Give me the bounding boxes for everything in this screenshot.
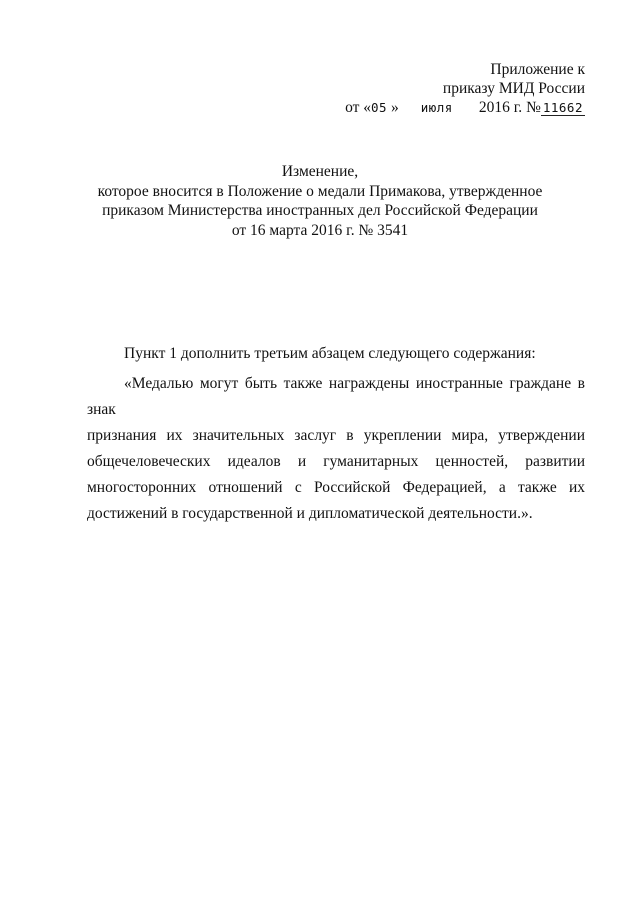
quote-line-3: общечеловеческих идеалов и гуманитарных ценностей, развитии	[87, 453, 585, 470]
date-month: июля	[420, 100, 453, 115]
quote-line-2: признания их значительных заслуг в укреплении мира, утверждении	[87, 427, 585, 444]
date-quote-close: »	[390, 99, 399, 116]
title-line-4: от 16 марта 2016 г. № 3541	[231, 221, 409, 239]
intro-paragraph: Пункт 1 дополнить третьим абзацем следующего содержания:	[124, 345, 536, 362]
date-quote-open: «	[363, 99, 372, 116]
date-year: 2016 г.	[478, 99, 523, 116]
document-title	[0, 162, 640, 240]
appendix-date-line	[345, 98, 585, 117]
document-body	[87, 341, 585, 527]
title-line-3: приказом Министерства иностранных дел Российской Федерации	[102, 202, 538, 219]
date-from-prefix: от	[345, 99, 360, 116]
title-line-2: которое вносится в Положение о медали Примакова, утвержденное	[97, 182, 543, 200]
appendix-line-2: приказу МИД России	[442, 80, 585, 97]
date-day: 05	[371, 100, 388, 115]
appendix-line-1: Приложение к	[490, 61, 585, 78]
number-sign: №	[526, 99, 541, 116]
title-line-1: Изменение,	[281, 163, 359, 180]
appendix-header	[345, 60, 585, 117]
order-number: 11662	[542, 100, 583, 115]
quote-line-5: достижений в государственной и дипломатической деятельности.».	[87, 505, 533, 522]
quote-line-1: «Медалью могут быть также награждены иностранные граждане в знак	[87, 375, 585, 418]
quote-line-4: многосторонних отношений с Российской Федерацией, а также их	[87, 479, 585, 496]
